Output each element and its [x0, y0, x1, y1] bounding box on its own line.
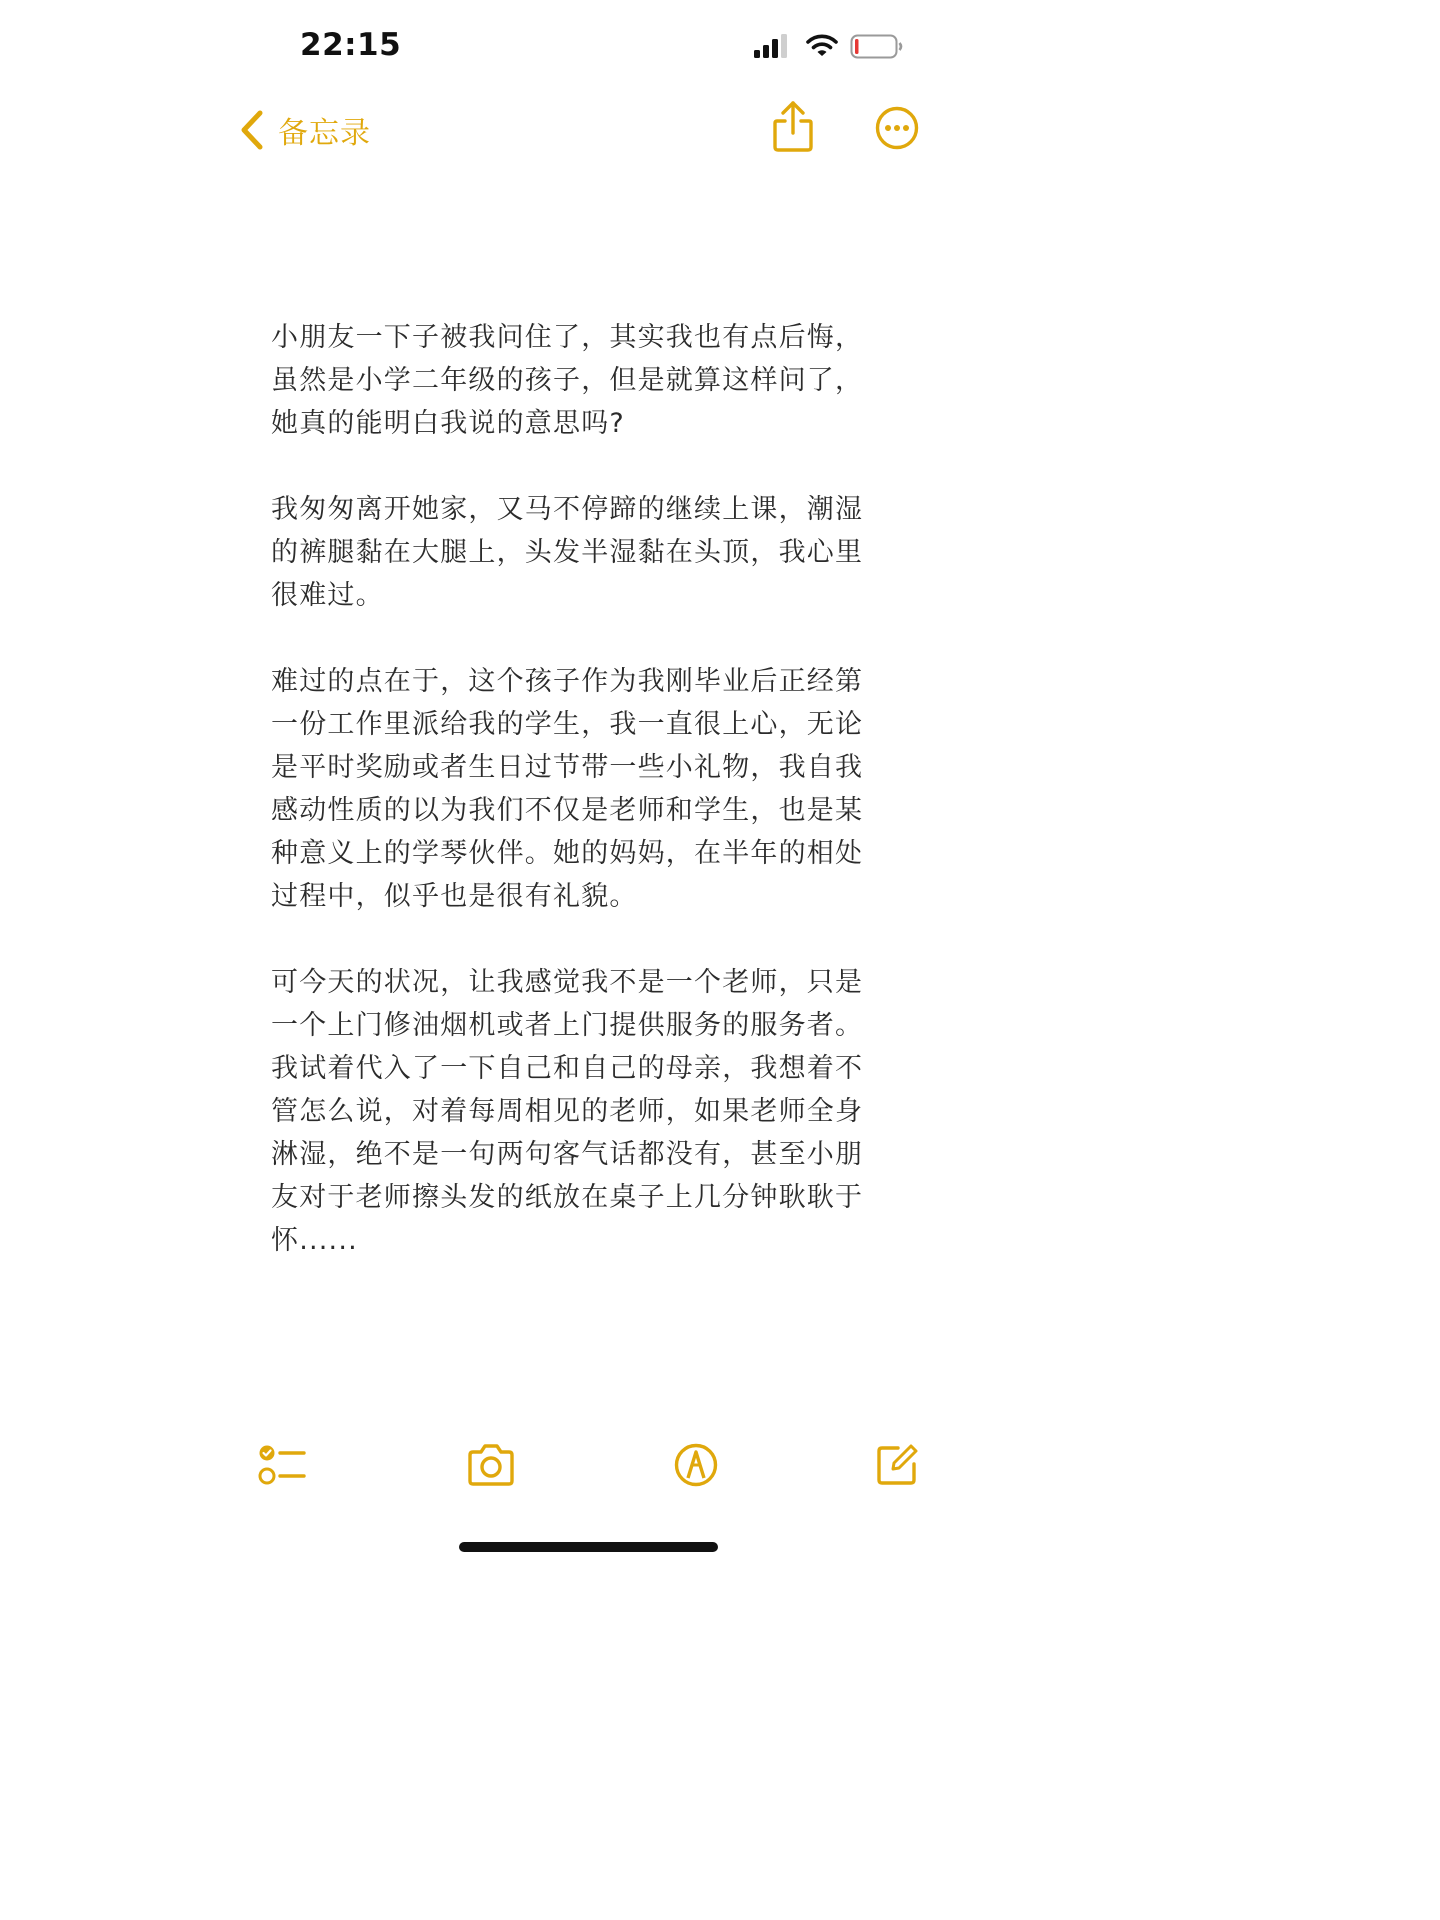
markup-pen-icon[interactable] [673, 1442, 719, 1488]
note-paragraph: 难过的点在于，这个孩子作为我刚毕业后正经第一份工作里派给我的学生，我一直很上心，无论是平时奖励或者生日过节带一些小礼物，我自我感动性质的以为我们不仅是老师和学生，也是某种意义上的学琴伙伴。她的妈妈，在半年的相处过程中，似乎也是很有礼貌。 [271, 666, 864, 912]
note-body[interactable] [271, 316, 887, 1305]
camera-icon[interactable] [465, 1443, 517, 1487]
status-bar [0, 0, 1173, 95]
cellular-signal-icon [754, 34, 790, 60]
wifi-icon [806, 33, 838, 59]
back-button[interactable] [240, 107, 371, 153]
more-options-icon[interactable] [874, 105, 920, 151]
home-indicator[interactable] [459, 1542, 718, 1552]
back-button-label: 备忘录 [278, 116, 371, 151]
note-paragraph: 我匆匆离开她家，又马不停蹄的继续上课，潮湿的裤腿黏在大腿上，头发半湿黏在头顶，我心里很难过。 [271, 494, 864, 611]
note-paragraph: 小朋友一下子被我问住了，其实我也有点后悔，虽然是小学二年级的孩子，但是就算这样问了，她真的能明白我说的意思吗? [271, 322, 864, 439]
chevron-left-icon [240, 110, 264, 150]
battery-icon [850, 34, 904, 60]
note-paragraph: 可今天的状况，让我感觉我不是一个老师，只是一个上门修油烟机或者上门提供服务的服务者。我试着代入了一下自己和自己的母亲，我想着不管怎么说，对着每周相见的老师，如果老师全身淋湿，绝不是一句两句客气话都没有，甚至小朋友对于老师擦头发的纸放在桌子上几分钟耿耿于怀...... [271, 967, 864, 1256]
nav-bar [0, 95, 1173, 165]
bottom-toolbar [0, 1440, 1173, 1500]
status-time: 22:15 [300, 27, 402, 63]
checklist-icon[interactable] [257, 1443, 307, 1487]
share-icon[interactable] [770, 99, 816, 155]
compose-icon[interactable] [874, 1442, 920, 1488]
